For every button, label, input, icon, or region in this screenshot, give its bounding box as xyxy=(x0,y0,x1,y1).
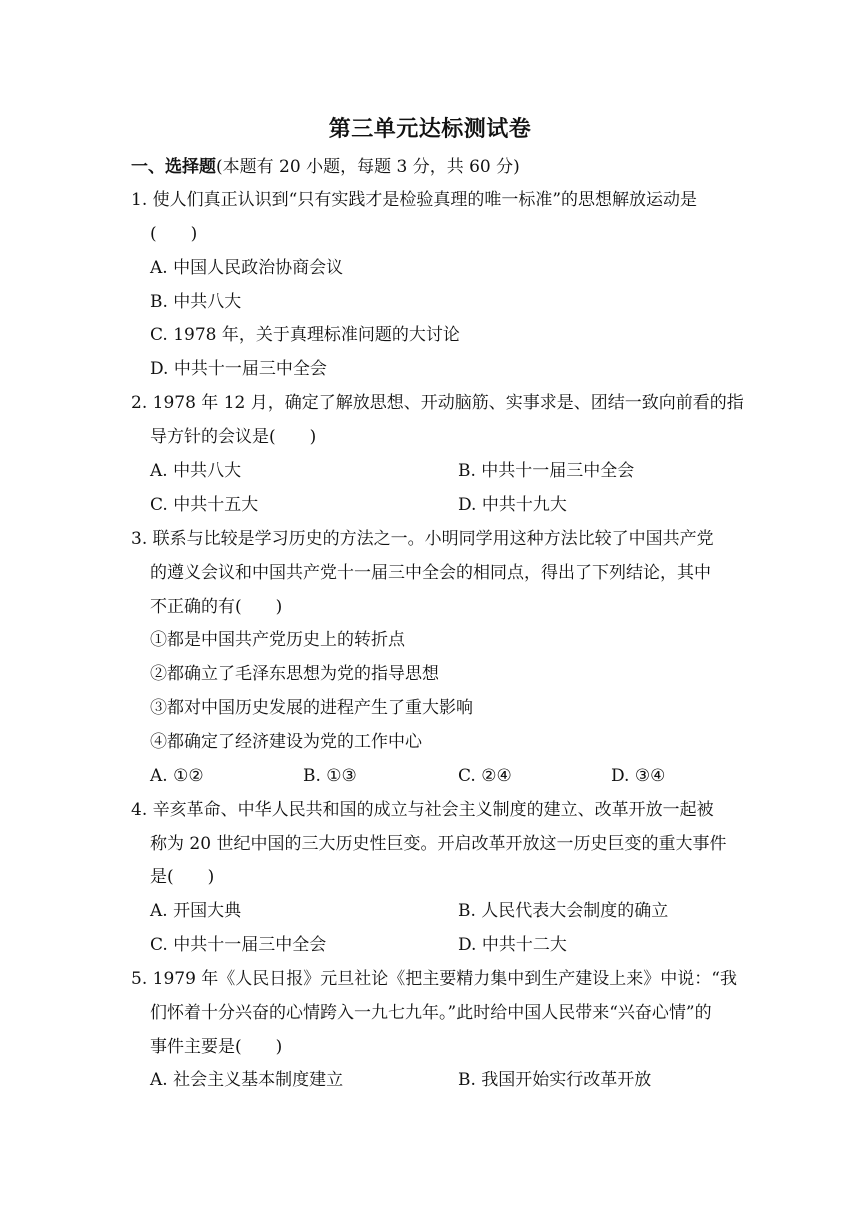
question-2-line-1: 2. 1978 年 12 月，确定了解放思想、开动脑筋、实事求是、团结一致向前看的指 xyxy=(131,393,744,413)
question-3-statement-3: ③都对中国历史发展的进程产生了重大影响 xyxy=(150,698,473,718)
question-4-line-1: 4. 辛亥革命、中华人民共和国的成立与社会主义制度的建立、改革开放一起被 xyxy=(131,800,714,820)
question-5-option-b: B. 我国开始实行改革开放 xyxy=(458,1070,652,1090)
page-title: 第三单元达标测试卷 xyxy=(328,117,532,142)
question-3-line-1: 3. 联系与比较是学习历史的方法之一。小明同学用这种方法比较了中国共产党 xyxy=(131,529,714,549)
question-3-statement-2: ②都确立了毛泽东思想为党的指导思想 xyxy=(150,664,439,684)
question-3-option-b: B. ①③ xyxy=(303,766,357,786)
question-5-line-1: 5. 1979 年《人民日报》元旦社论《把主要精力集中到生产建设上来》中说：“我 xyxy=(131,969,737,989)
question-4-option-c: C. 中共十一届三中全会 xyxy=(150,935,327,955)
question-5-line-2: 们怀着十分兴奋的心情跨入一九七九年。”此时给中国人民带来“兴奋心情”的 xyxy=(150,1003,712,1023)
question-3-statement-4: ④都确定了经济建设为党的工作中心 xyxy=(150,732,422,752)
question-5-line-3: 事件主要是( ) xyxy=(150,1037,283,1057)
question-1-option-c: C. 1978 年，关于真理标准问题的大讨论 xyxy=(150,325,460,345)
question-1-line-1: 1. 使人们真正认识到“只有实践才是检验真理的唯一标准”的思想解放运动是 xyxy=(131,190,698,210)
question-1-option-d: D. 中共十一届三中全会 xyxy=(150,359,327,379)
section-note: (本题有 20 小题，每题 3 分，共 60 分) xyxy=(216,157,520,177)
question-3-option-a: A. ①② xyxy=(150,766,204,786)
question-1-option-a: A. 中国人民政治协商会议 xyxy=(150,258,344,278)
question-3-option-d: D. ③④ xyxy=(611,766,666,786)
section-heading-line xyxy=(131,156,520,178)
question-4-option-d: D. 中共十二大 xyxy=(458,935,567,955)
question-5-option-a: A. 社会主义基本制度建立 xyxy=(150,1070,344,1090)
question-1-option-b: B. 中共八大 xyxy=(150,292,242,312)
question-4-line-2: 称为 20 世纪中国的三大历史性巨变。开启改革开放这一历史巨变的重大事件 xyxy=(150,834,727,854)
question-2-option-b: B. 中共十一届三中全会 xyxy=(458,461,635,481)
question-3-line-3: 不正确的有( ) xyxy=(150,597,283,617)
question-4-option-b: B. 人民代表大会制度的确立 xyxy=(458,901,669,921)
question-4-option-a: A. 开国大典 xyxy=(150,901,242,921)
question-2-option-c: C. 中共十五大 xyxy=(150,495,259,515)
section-heading: 一、选择题 xyxy=(131,157,216,177)
question-1-line-2: ( ) xyxy=(150,224,198,244)
question-4-line-3: 是( ) xyxy=(150,867,215,887)
question-2-line-2: 导方针的会议是( ) xyxy=(150,427,317,447)
question-2-option-a: A. 中共八大 xyxy=(150,461,242,481)
question-3-statement-1: ①都是中国共产党历史上的转折点 xyxy=(150,630,405,650)
question-3-option-c: C. ②④ xyxy=(458,766,512,786)
question-2-option-d: D. 中共十九大 xyxy=(458,495,567,515)
question-3-line-2: 的遵义会议和中国共产党十一届三中全会的相同点，得出了下列结论，其中 xyxy=(150,563,711,583)
